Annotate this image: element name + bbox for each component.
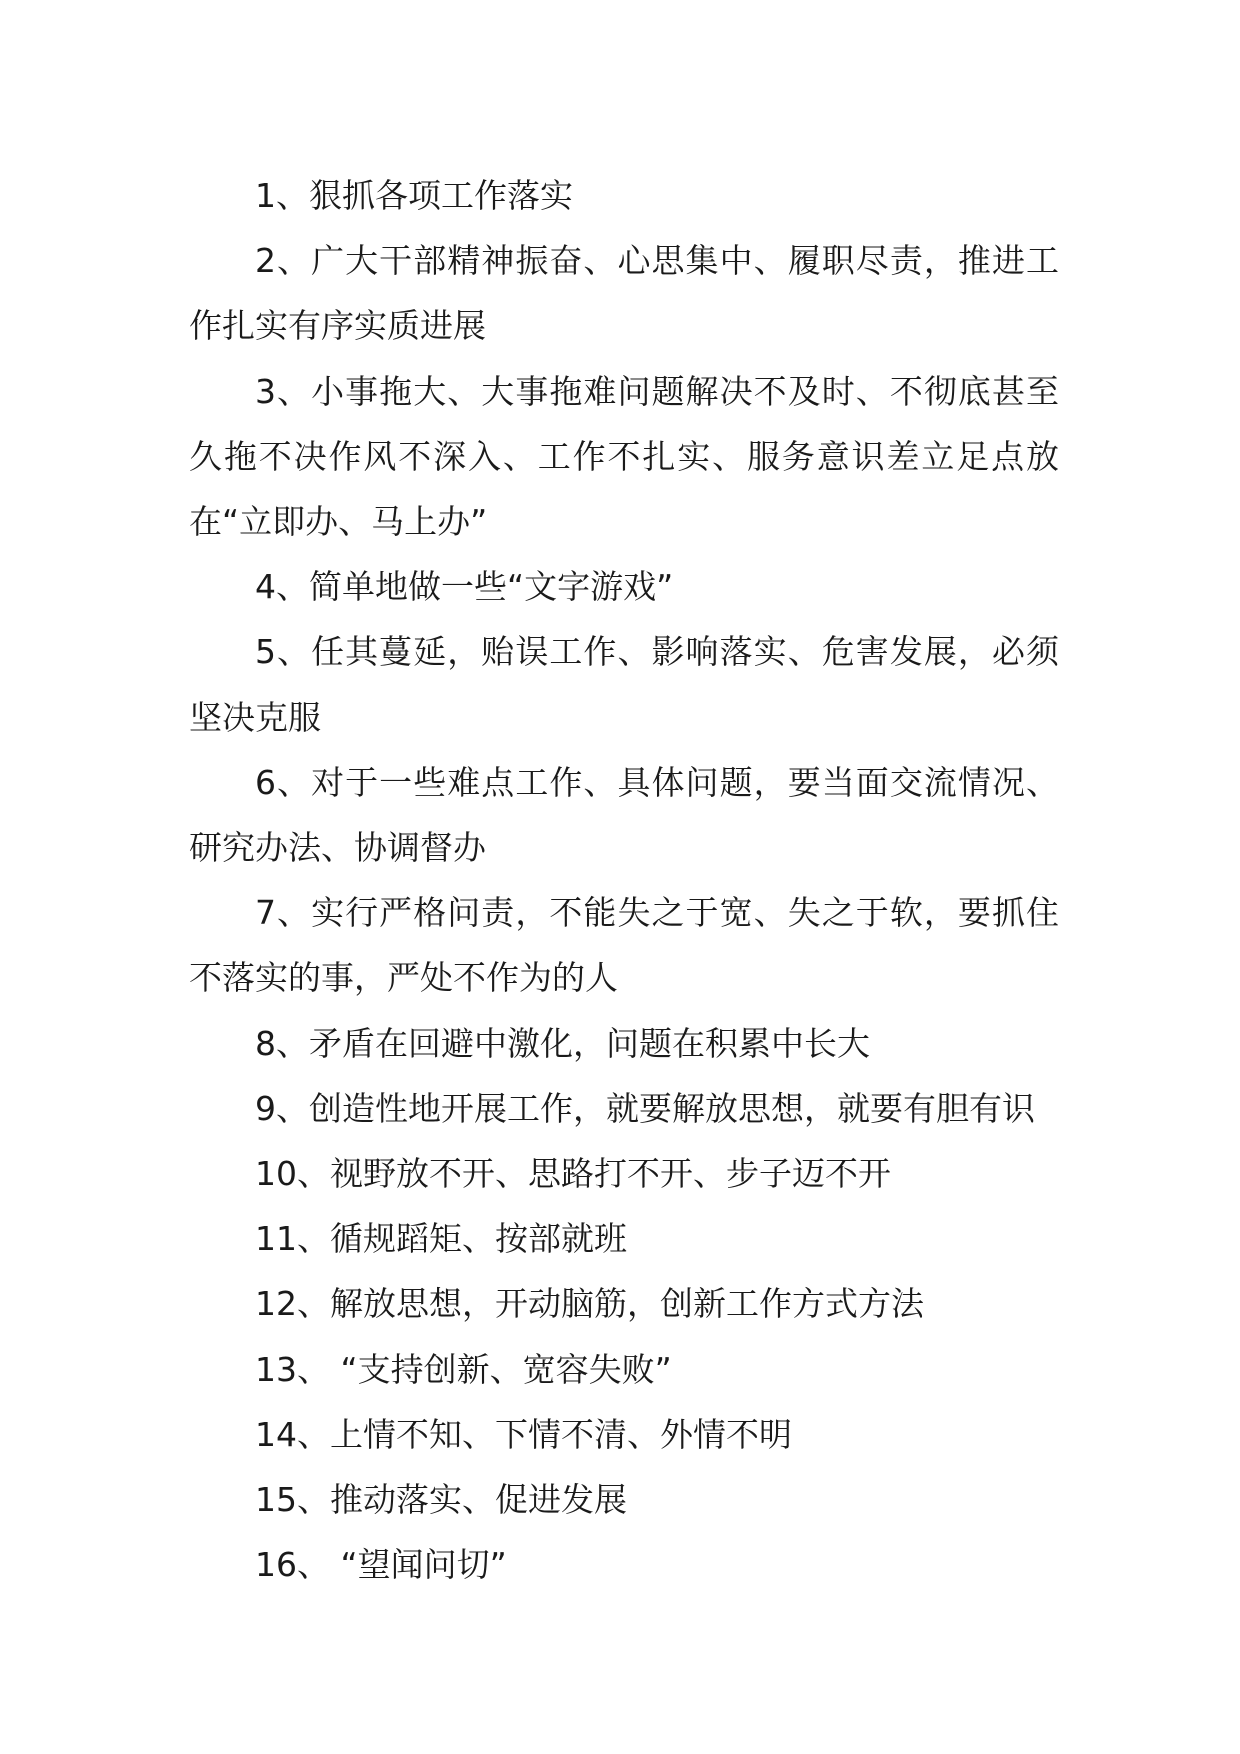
list-item: 6、对于一些难点工作、具体问题，要当面交流情况、研究办法、协调督办 <box>189 762 1059 868</box>
list-item: 15、推动落实、促进发展 <box>255 1480 627 1520</box>
list-item: 10、视野放不开、思路打不开、步子迈不开 <box>255 1154 891 1194</box>
list-item: 4、简单地做一些“文字游戏” <box>255 567 674 607</box>
list-item: 1、狠抓各项工作落实 <box>255 176 573 215</box>
list-item: 8、矛盾在回避中激化，问题在积累中长大 <box>255 1023 870 1063</box>
list-item: 13、 “支持创新、宽容失败” <box>255 1349 672 1389</box>
document-body <box>189 163 1059 1597</box>
list-item: 16、 “望闻问切” <box>255 1545 507 1585</box>
list-item: 3、小事拖大、大事拖难问题解决不及时、不彻底甚至久拖不决作风不深入、工作不扎实、服务意识差立足点放在“立即办、马上办” <box>189 371 1059 542</box>
list-item: 7、实行严格问责，不能失之于宽、失之于软，要抓住不落实的事，严处不作为的人 <box>189 893 1059 998</box>
list-item: 11、循规蹈矩、按部就班 <box>255 1219 627 1259</box>
list-item: 14、上情不知、下情不清、外情不明 <box>255 1414 792 1454</box>
list-item: 2、广大干部精神振奋、心思集中、履职尽责，推进工作扎实有序实质进展 <box>189 241 1059 346</box>
list-item: 12、解放思想，开动脑筋，创新工作方式方法 <box>255 1284 924 1324</box>
list-item: 5、任其蔓延，贻误工作、影响落实、危害发展，必须坚决克服 <box>189 632 1059 737</box>
list-item: 9、创造性地开展工作，就要解放思想，就要有胆有识 <box>255 1088 1035 1128</box>
